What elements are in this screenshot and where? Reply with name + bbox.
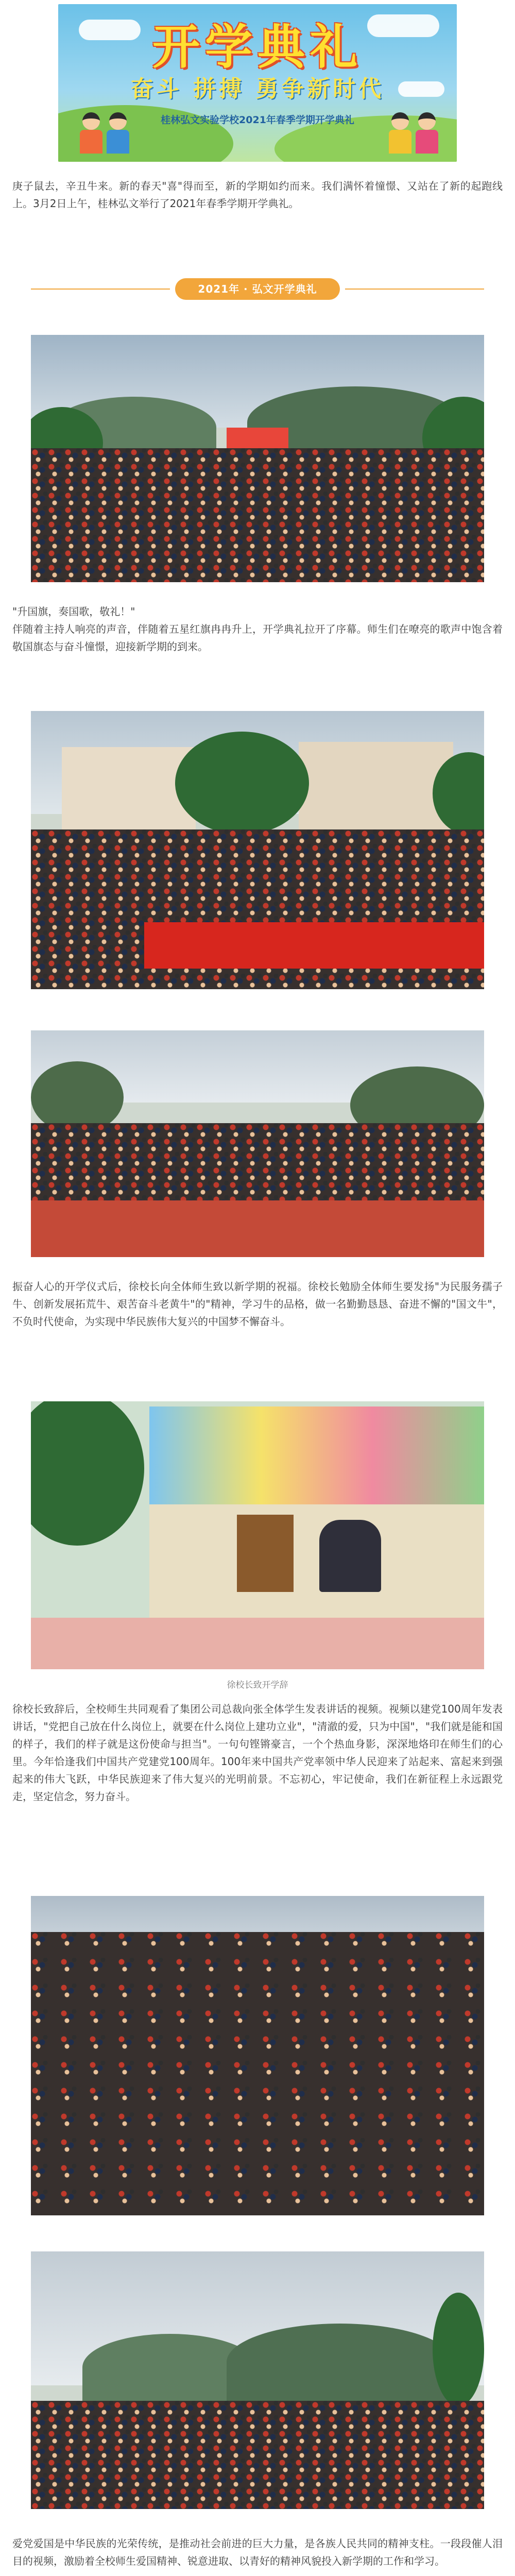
paragraph-4: 爱党爱国是中华民族的光荣传统，是推动社会前进的巨大力量，是各族人民共同的精神支柱。一段段催人泪目的视频，激励着全校师生爱国精神、锐意进取、以青好的精神风貌投入新学期的工作和学习。 <box>12 2537 503 2567</box>
banner-subtitle: 桂林弘文实验学校2021年春季学期开学典礼 <box>161 114 354 126</box>
photo-ceremony-crowd <box>31 335 484 582</box>
photo-principal-speech <box>31 1401 484 1669</box>
paragraph-1: "升国旗，奏国歌，敬礼！" 伴随着主持人响亮的声音，伴随着五星红旗冉冉升上，开学典礼拉开了序幕。师生们在嘹亮的歌声中饱含着敬国旗态与奋斗憧憬，迎接新学期的到来。 <box>12 605 503 653</box>
banner-motto: 奋斗 拼搏 勇争新时代 <box>130 76 385 102</box>
banner-title: 开学典礼 <box>152 19 363 75</box>
opening-ceremony-banner <box>58 4 457 162</box>
photo-track-field <box>31 1030 484 1257</box>
intro-paragraph: 庚子鼠去，辛丑牛来。新的春天"喜"得而至，新的学期如约而来。我们满怀着憧憬、又站在了新的起跑线上。3月2日上午，桂林弘文举行了2021年春季学期开学典礼。 <box>12 180 503 210</box>
paragraph-3: 徐校长致辞后，全校师生共同观看了集团公司总裁向张全体学生发表讲话的视频。视频以建党100周年发表讲话，"党把自己放在什么岗位上，就要在什么岗位上建功立业"，"清澈的爱，只为中国"，"我们就是能和国的样子，我们的样子就是这份使命与担当"。一句句铿锵豪言，一个个热血身影，深深地烙印在师生们的心里。今年恰逢我们中国共产党建党100周年。100年来中国共产党率领中华人民迎来了站起来、富起来到强起来的伟大飞跃，中华民族迎来了伟大复兴的光明前景。不忘初心，牢记使命，我们在新征程上永远跟党走，坚定信念，努力奋斗。 <box>12 1703 503 1803</box>
photo-caption: 徐校长致开学辞 <box>227 1680 288 1690</box>
paragraph-2: 振奋人心的开学仪式后，徐校长向全体师生致以新学期的祝福。徐校长勉励全体师生要发扬"为民服务孺子牛、创新发展拓荒牛、艰苦奋斗老黄牛"的"精神，学习牛的品格，做一名勤勤恳恳、奋进不懈的"国文牛"，不负时代使命，为实现中华民族伟大复兴的中国梦不懈奋斗。 <box>12 1280 503 1328</box>
kid-illustration <box>79 112 104 154</box>
section-pill: 2021年 · 弘文开学典礼 <box>175 278 340 300</box>
kid-illustration <box>106 112 130 154</box>
kid-illustration <box>415 112 439 154</box>
divider <box>31 289 170 290</box>
photo-students-assembly <box>31 711 484 989</box>
photo-field-mountains <box>31 2251 484 2509</box>
kid-illustration <box>388 112 413 154</box>
divider <box>345 289 484 290</box>
photo-students-closeup <box>31 1896 484 2215</box>
